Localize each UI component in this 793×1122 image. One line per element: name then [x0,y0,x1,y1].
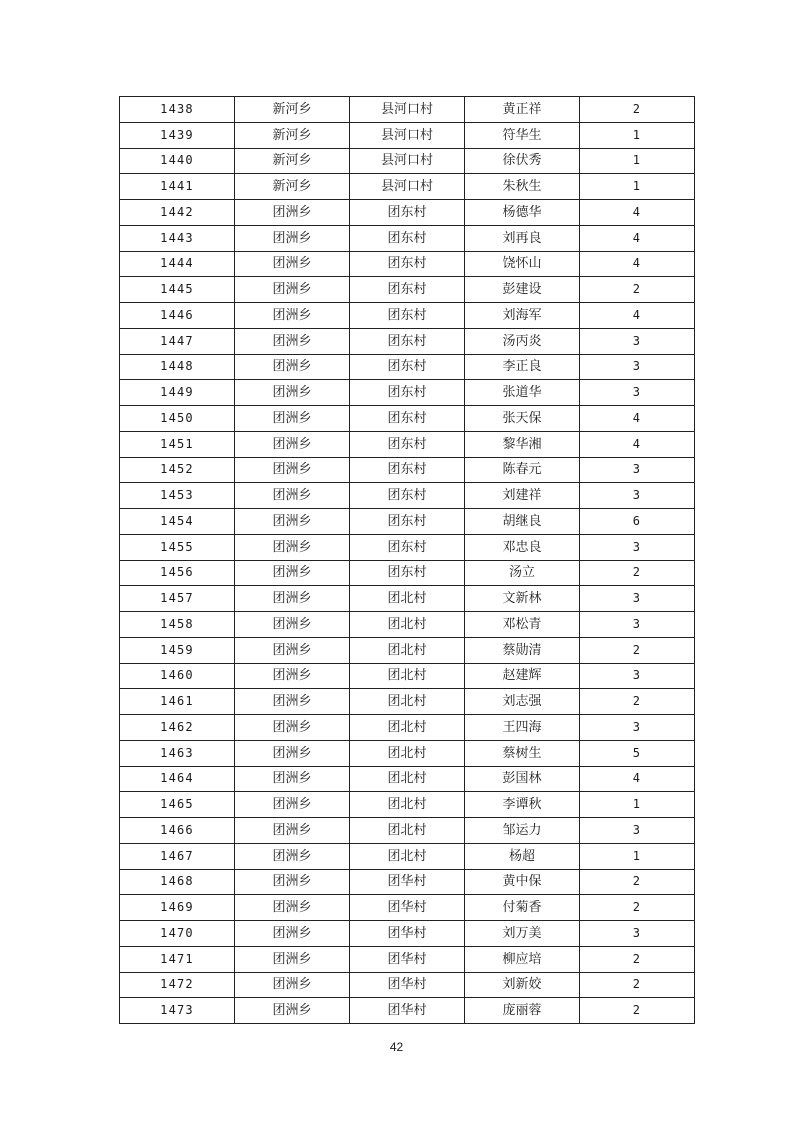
count-cell: 3 [580,483,695,509]
table-row [120,457,695,483]
count-cell: 2 [580,560,695,586]
township-cell: 团洲乡 [235,715,350,741]
name-cell: 黄正祥 [465,97,580,123]
table-row [120,97,695,123]
record-number-cell: 1453 [120,483,235,509]
name-cell: 李谭秋 [465,792,580,818]
table-row [120,560,695,586]
name-cell: 刘海军 [465,303,580,329]
township-cell: 团洲乡 [235,483,350,509]
name-cell: 张天保 [465,406,580,432]
count-cell: 4 [580,251,695,277]
village-cell: 团东村 [350,303,465,329]
table-row [120,972,695,998]
village-cell: 团东村 [350,251,465,277]
count-cell: 3 [580,586,695,612]
count-cell: 2 [580,97,695,123]
record-number-cell: 1458 [120,612,235,638]
record-number-cell: 1468 [120,869,235,895]
village-cell: 团东村 [350,560,465,586]
village-cell: 团北村 [350,612,465,638]
count-cell: 1 [580,174,695,200]
table-row [120,843,695,869]
village-cell: 团东村 [350,534,465,560]
township-cell: 团洲乡 [235,406,350,432]
village-cell: 团东村 [350,431,465,457]
count-cell: 3 [580,921,695,947]
village-cell: 团华村 [350,921,465,947]
township-cell: 团洲乡 [235,225,350,251]
name-cell: 符华生 [465,122,580,148]
name-cell: 刘新姣 [465,972,580,998]
name-cell: 张道华 [465,380,580,406]
record-number-cell: 1471 [120,946,235,972]
count-cell: 3 [580,457,695,483]
record-number-cell: 1455 [120,534,235,560]
township-cell: 新河乡 [235,122,350,148]
count-cell: 2 [580,972,695,998]
name-cell: 李正良 [465,354,580,380]
count-cell: 4 [580,431,695,457]
village-cell: 团北村 [350,843,465,869]
record-number-cell: 1445 [120,277,235,303]
count-cell: 6 [580,509,695,535]
village-cell: 团北村 [350,792,465,818]
count-cell: 2 [580,637,695,663]
township-cell: 团洲乡 [235,663,350,689]
count-cell: 2 [580,689,695,715]
village-cell: 团北村 [350,766,465,792]
record-number-cell: 1438 [120,97,235,123]
township-cell: 团洲乡 [235,380,350,406]
name-cell: 邹运力 [465,818,580,844]
township-cell: 团洲乡 [235,534,350,560]
table-row [120,509,695,535]
township-cell: 团洲乡 [235,457,350,483]
name-cell: 蔡勋清 [465,637,580,663]
village-cell: 团东村 [350,200,465,226]
township-cell: 团洲乡 [235,792,350,818]
records-table-body [120,97,695,1024]
table-row [120,792,695,818]
table-row [120,715,695,741]
count-cell: 3 [580,715,695,741]
table-row [120,328,695,354]
village-cell: 团东村 [350,406,465,432]
name-cell: 文新林 [465,586,580,612]
village-cell: 县河口村 [350,97,465,123]
township-cell: 团洲乡 [235,689,350,715]
township-cell: 团洲乡 [235,895,350,921]
record-number-cell: 1465 [120,792,235,818]
village-cell: 团华村 [350,998,465,1024]
township-cell: 新河乡 [235,148,350,174]
village-cell: 团北村 [350,689,465,715]
township-cell: 团洲乡 [235,921,350,947]
table-row [120,869,695,895]
village-cell: 团北村 [350,586,465,612]
table-row [120,303,695,329]
village-cell: 县河口村 [350,122,465,148]
township-cell: 团洲乡 [235,972,350,998]
record-number-cell: 1470 [120,921,235,947]
table-row [120,148,695,174]
village-cell: 团东村 [350,483,465,509]
name-cell: 邓松青 [465,612,580,638]
record-number-cell: 1456 [120,560,235,586]
name-cell: 庞丽蓉 [465,998,580,1024]
name-cell: 黄中保 [465,869,580,895]
township-cell: 团洲乡 [235,766,350,792]
record-number-cell: 1439 [120,122,235,148]
record-number-cell: 1440 [120,148,235,174]
count-cell: 3 [580,818,695,844]
name-cell: 刘再良 [465,225,580,251]
record-number-cell: 1454 [120,509,235,535]
village-cell: 团北村 [350,740,465,766]
township-cell: 团洲乡 [235,637,350,663]
table-row [120,998,695,1024]
village-cell: 县河口村 [350,148,465,174]
village-cell: 团东村 [350,328,465,354]
village-cell: 团华村 [350,946,465,972]
table-row [120,277,695,303]
village-cell: 团北村 [350,715,465,741]
count-cell: 4 [580,225,695,251]
name-cell: 刘建祥 [465,483,580,509]
name-cell: 彭国林 [465,766,580,792]
name-cell: 杨德华 [465,200,580,226]
name-cell: 陈春元 [465,457,580,483]
record-number-cell: 1444 [120,251,235,277]
count-cell: 3 [580,612,695,638]
table-row [120,586,695,612]
count-cell: 3 [580,663,695,689]
name-cell: 汤立 [465,560,580,586]
name-cell: 赵建辉 [465,663,580,689]
count-cell: 3 [580,380,695,406]
table-row [120,740,695,766]
table-row [120,612,695,638]
record-number-cell: 1463 [120,740,235,766]
township-cell: 团洲乡 [235,612,350,638]
township-cell: 团洲乡 [235,354,350,380]
name-cell: 付菊香 [465,895,580,921]
village-cell: 团东村 [350,457,465,483]
table-row [120,766,695,792]
township-cell: 团洲乡 [235,843,350,869]
name-cell: 王四海 [465,715,580,741]
record-number-cell: 1451 [120,431,235,457]
count-cell: 3 [580,534,695,560]
village-cell: 团北村 [350,637,465,663]
village-cell: 团北村 [350,818,465,844]
record-number-cell: 1462 [120,715,235,741]
township-cell: 团洲乡 [235,560,350,586]
table-row [120,946,695,972]
record-number-cell: 1464 [120,766,235,792]
record-number-cell: 1442 [120,200,235,226]
table-row [120,431,695,457]
record-number-cell: 1466 [120,818,235,844]
record-number-cell: 1459 [120,637,235,663]
count-cell: 5 [580,740,695,766]
township-cell: 团洲乡 [235,200,350,226]
record-number-cell: 1447 [120,328,235,354]
township-cell: 团洲乡 [235,251,350,277]
township-cell: 团洲乡 [235,740,350,766]
count-cell: 2 [580,895,695,921]
count-cell: 4 [580,303,695,329]
count-cell: 2 [580,869,695,895]
table-row [120,534,695,560]
village-cell: 县河口村 [350,174,465,200]
record-number-cell: 1460 [120,663,235,689]
count-cell: 3 [580,328,695,354]
count-cell: 4 [580,406,695,432]
table-row [120,637,695,663]
name-cell: 徐伏秀 [465,148,580,174]
name-cell: 胡继良 [465,509,580,535]
count-cell: 2 [580,946,695,972]
name-cell: 彭建设 [465,277,580,303]
record-number-cell: 1448 [120,354,235,380]
table-row [120,200,695,226]
name-cell: 刘志强 [465,689,580,715]
name-cell: 蔡树生 [465,740,580,766]
table-row [120,406,695,432]
count-cell: 1 [580,792,695,818]
record-number-cell: 1469 [120,895,235,921]
count-cell: 2 [580,998,695,1024]
name-cell: 黎华湘 [465,431,580,457]
page-number: 42 [389,1040,404,1054]
table-row [120,483,695,509]
records-table [119,96,695,1024]
table-row [120,174,695,200]
village-cell: 团东村 [350,277,465,303]
name-cell: 刘万美 [465,921,580,947]
name-cell: 柳应培 [465,946,580,972]
count-cell: 3 [580,354,695,380]
record-number-cell: 1473 [120,998,235,1024]
record-number-cell: 1446 [120,303,235,329]
name-cell: 杨超 [465,843,580,869]
township-cell: 新河乡 [235,97,350,123]
township-cell: 团洲乡 [235,818,350,844]
count-cell: 2 [580,277,695,303]
record-number-cell: 1441 [120,174,235,200]
township-cell: 团洲乡 [235,431,350,457]
record-number-cell: 1449 [120,380,235,406]
township-cell: 团洲乡 [235,509,350,535]
township-cell: 团洲乡 [235,277,350,303]
table-row [120,354,695,380]
table-row [120,663,695,689]
table-row [120,921,695,947]
table-row [120,895,695,921]
village-cell: 团华村 [350,972,465,998]
township-cell: 团洲乡 [235,946,350,972]
village-cell: 团北村 [350,663,465,689]
name-cell: 饶怀山 [465,251,580,277]
record-number-cell: 1450 [120,406,235,432]
table-row [120,380,695,406]
table-row [120,689,695,715]
table-row [120,122,695,148]
count-cell: 1 [580,122,695,148]
table-row [120,251,695,277]
name-cell: 朱秋生 [465,174,580,200]
village-cell: 团华村 [350,869,465,895]
record-number-cell: 1472 [120,972,235,998]
record-number-cell: 1443 [120,225,235,251]
name-cell: 邓忠良 [465,534,580,560]
township-cell: 团洲乡 [235,869,350,895]
township-cell: 团洲乡 [235,303,350,329]
village-cell: 团华村 [350,895,465,921]
count-cell: 1 [580,148,695,174]
township-cell: 团洲乡 [235,998,350,1024]
count-cell: 4 [580,200,695,226]
village-cell: 团东村 [350,380,465,406]
village-cell: 团东村 [350,509,465,535]
village-cell: 团东村 [350,225,465,251]
name-cell: 汤丙炎 [465,328,580,354]
township-cell: 新河乡 [235,174,350,200]
village-cell: 团东村 [350,354,465,380]
count-cell: 4 [580,766,695,792]
township-cell: 团洲乡 [235,328,350,354]
table-row [120,818,695,844]
record-number-cell: 1457 [120,586,235,612]
count-cell: 1 [580,843,695,869]
record-number-cell: 1452 [120,457,235,483]
record-number-cell: 1467 [120,843,235,869]
record-number-cell: 1461 [120,689,235,715]
township-cell: 团洲乡 [235,586,350,612]
table-row [120,225,695,251]
